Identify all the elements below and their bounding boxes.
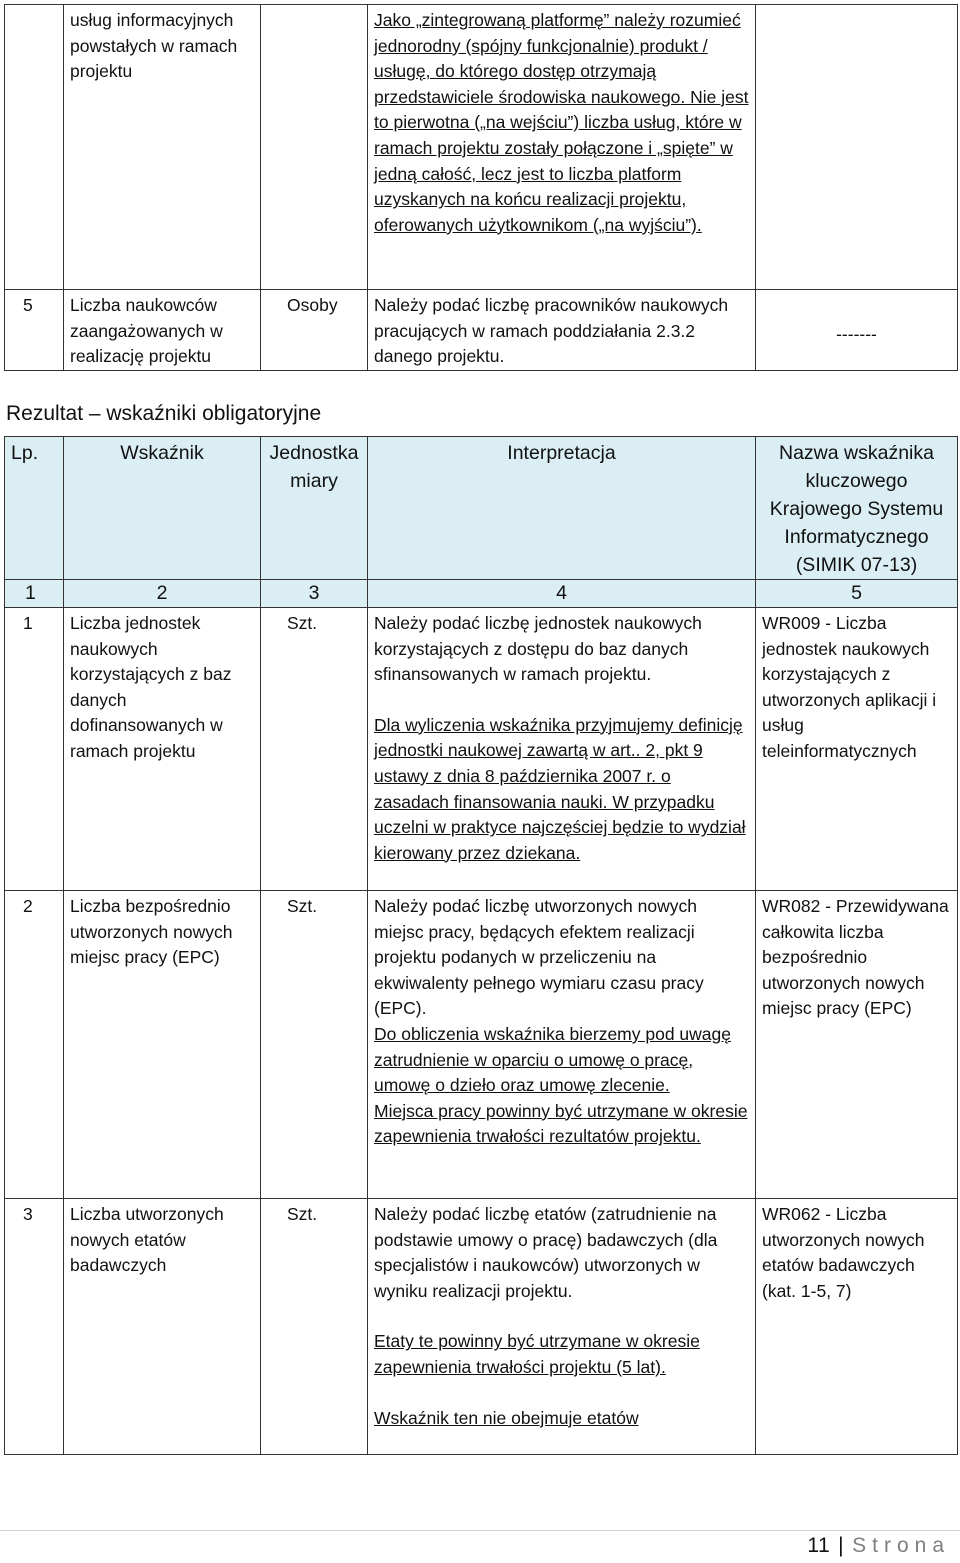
indicator-cell: usług informacyjnych powstałych w ramach projektu [64,5,261,290]
col-number: 3 [261,580,368,608]
section-title: Rezultat – wskaźniki obligatoryjne [6,402,322,425]
footer-page-word: Strona [852,1534,950,1557]
unit-cell: Osoby [261,290,368,371]
interpretation-note: Miejsca pracy powinny być utrzymane w okresie zapewnienia trwałości rezultatów projektu. [374,1100,748,1147]
col-number: 1 [5,580,64,608]
page-footer [807,1534,950,1558]
header-interpretation: Interpretacja [368,437,756,580]
unit-cell: Szt. [261,608,368,891]
indicator-cell: Liczba jednostek naukowych korzystających z baz danych dofinansowanych w ramach projektu [64,608,261,891]
interpretation-note: Etaty te powinny być utrzymane w okresie zapewnienia trwałości projektu (5 lat). [374,1331,700,1377]
table-row [5,5,958,290]
lp-cell: 2 [5,891,64,1199]
indicator-cell: Liczba naukowców zaangażowanych w realizację projektu [64,290,261,371]
interpretation-main: Należy podać liczbę utworzonych nowych miejsc pracy, będących efektem realizacji projektu podanych w przeliczeniu na ekwiwalenty pełnego wymiaru czasu pracy (EPC). [374,896,704,1019]
interpretation-note: Do obliczenia wskaźnika bierzemy pod uwagę zatrudnienie w oparciu o umowę o pracę, umowę o dzieło oraz umowę zlecenie. [374,1023,731,1096]
header-row [5,437,958,580]
interpretation-cell [368,608,756,891]
interpretation-note: Wskaźnik ten nie obejmuje etatów [374,1407,639,1428]
col-number: 2 [64,580,261,608]
results-indicators-table [4,436,958,1455]
interpretation-main: Należy podać liczbę etatów (zatrudnienie na podstawie umowy o pracę) badawczych (dla specjalistów i naukowców) utworzonych w wyniku realizacji projektu. [374,1204,718,1301]
lp-cell [5,5,64,290]
table-row [5,290,958,371]
table-row [5,891,958,1199]
col-number: 4 [368,580,756,608]
lp-cell: 1 [5,608,64,891]
footer-separator: | [838,1534,845,1557]
interpretation-main: Należy podać liczbę jednostek naukowych korzystających z dostępu do baz danych sfinansowanych w ramach projektu. [374,613,702,685]
header-key-name: Nazwa wskaźnika kluczowego Krajowego Systemu Informatycznego (SIMIK 07-13) [756,437,958,580]
unit-cell: Szt. [261,1199,368,1455]
header-lp: Lp. [5,437,64,580]
continuation-table [4,4,958,371]
interpretation-cell: Należy podać liczbę pracowników naukowych pracujących w ramach poddziałania 2.3.2 danego projektu. [368,290,756,371]
footer-divider [0,1530,960,1531]
key-name-cell: WR009 - Liczba jednostek naukowych korzystających z utworzonych aplikacji i usług teleinformatycznych [756,608,958,891]
key-name-cell: WR082 - Przewidywana całkowita liczba bezpośrednio utworzonych nowych miejsc pracy (EPC) [756,891,958,1199]
header-unit: Jednostka miary [261,437,368,580]
lp-cell: 5 [5,290,64,371]
interpretation-note: Dla wyliczenia wskaźnika przyjmujemy definicję jednostki naukowej zawartą w art.. 2, pkt 9 ustawy z dnia 8 października 2007 r. o zasadach finansowania nauki. W przypadku uczelni w praktyce najczęściej będzie to wydział kierowany przez dziekana. [374,714,746,863]
key-name-cell: WR062 - Liczba utworzonych nowych etatów badawczych (kat. 1-5, 7) [756,1199,958,1455]
interpretation-cell: Jako „zintegrowaną platformę” należy rozumieć jednorodny (spójny funkcjonalnie) produkt / usługę, do którego dostęp otrzymają przedstawiciele środowiska naukowego. Nie jest to pierwotna („na wejściu”) liczba usług, które w ramach projektu zostały połączone i „spięte” w jedną całość, lecz jest to liczba platform uzyskanych na końcu realizacji projektu, oferowanych użytkownikom („na wyjściu”). [368,5,756,290]
col-number: 5 [756,580,958,608]
page-number: 11 [807,1534,831,1557]
key-name-cell: ------- [756,290,958,371]
unit-cell: Szt. [261,891,368,1199]
table-row [5,608,958,891]
key-name-cell [756,5,958,290]
column-number-row [5,580,958,608]
header-indicator: Wskaźnik [64,437,261,580]
interpretation-cell [368,1199,756,1455]
unit-cell [261,5,368,290]
interpretation-cell [368,891,756,1199]
indicator-cell: Liczba utworzonych nowych etatów badawczych [64,1199,261,1455]
lp-cell: 3 [5,1199,64,1455]
table-row [5,1199,958,1455]
indicator-cell: Liczba bezpośrednio utworzonych nowych miejsc pracy (EPC) [64,891,261,1199]
